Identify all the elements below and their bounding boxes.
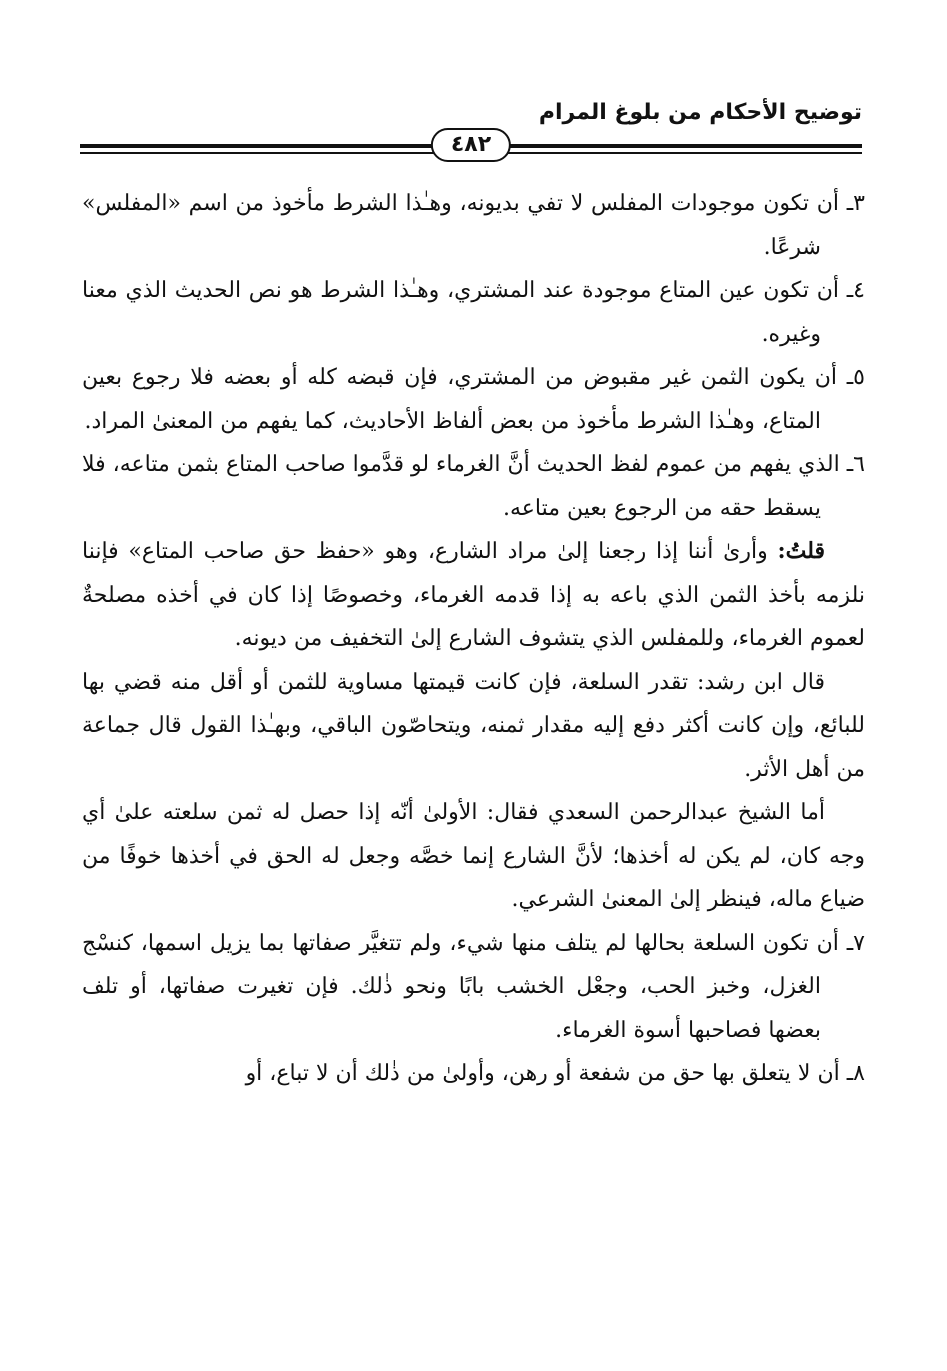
condition-7: ٧ـ أن تكون السلعة بحالها لم يتلف منها شيء، ولم تتغيَّر صفاتها بما يزيل اسمها، كنسْج الغزل، وخبز الحب، وجعْل الخشب بابًا ونحو ذٰلك. فإن تغيرت صفاتها، أو تلف بعضها فصاحبها أسوة الغرماء.: [82, 930, 865, 1043]
page-number: ٤٨٢: [431, 128, 511, 162]
condition-5: ٥ـ أن يكون الثمن غير مقبوض من المشتري، فإن قبضه كله أو بعضه فلا رجوع بعين المتاع، وهـٰذا الشرط مأخوذ من بعض ألفاظ الأحاديث، كما يفهم من المعنىٰ المراد.: [82, 365, 865, 434]
author-opinion-lead: قلتُ:: [777, 538, 825, 564]
author-opinion: [82, 530, 865, 661]
running-title: توضيح الأحكام من بلوغ المرام: [538, 100, 862, 125]
condition-3: ٣ـ أن تكون موجودات المفلس لا تفي بديونه، وهـٰذا الشرط مأخوذ من اسم «المفلس» شرعًا.: [82, 191, 865, 260]
condition-8: ٨ـ أن لا يتعلق بها حق من شفعة أو رهن، وأولىٰ من ذٰلك أن لا تباع، أو: [245, 1061, 865, 1086]
condition-4: ٤ـ أن تكون عين المتاع موجودة عند المشتري، وهـٰذا الشرط هو نص الحديث الذي معنا وغيره.: [82, 278, 865, 347]
author-opinion-text: وأرىٰ أننا إذا رجعنا إلىٰ مراد الشارع، وهو «حفظ حق صاحب المتاع» فإننا نلزمه بأخذ الثمن الذي باعه به إذا قدمه الغرماء، وخصوصًا إذا كان في أخذه مصلحةٌ لعموم الغرماء، وللمفلس الذي يتشوف الشارع إلىٰ التخفيف من ديونه.: [82, 539, 865, 651]
saadi-quote: أما الشيخ عبدالرحمن السعدي فقال: الأولىٰ أنّه إذا حصل له ثمن سلعته علىٰ أي وجه كان، لم يكن له أخذها؛ لأنَّ الشارع إنما خصَّه وجعل له الحق في أخذها خوفًا من ضياع ماله، فينظر إلىٰ المعنىٰ الشرعي.: [82, 800, 865, 912]
page-header: [80, 100, 862, 190]
condition-6: ٦ـ الذي يفهم من عموم لفظ الحديث أنَّ الغرماء لو قدَّموا صاحب المتاع بثمن متاعه، فلا يسقط حقه من الرجوع بعين متاعه.: [82, 452, 865, 521]
body-text: [82, 182, 865, 1096]
ibn-rushd-quote: قال ابن رشد: تقدر السلعة، فإن كانت قيمتها مساوية للثمن أو أقل منه قضي بها للبائع، وإن كانت أكثر دفع إليه مقدار ثمنه، ويتحاصّون الباقي، وبهـٰذا القول قال جماعة من أهل الأثر.: [82, 669, 865, 782]
